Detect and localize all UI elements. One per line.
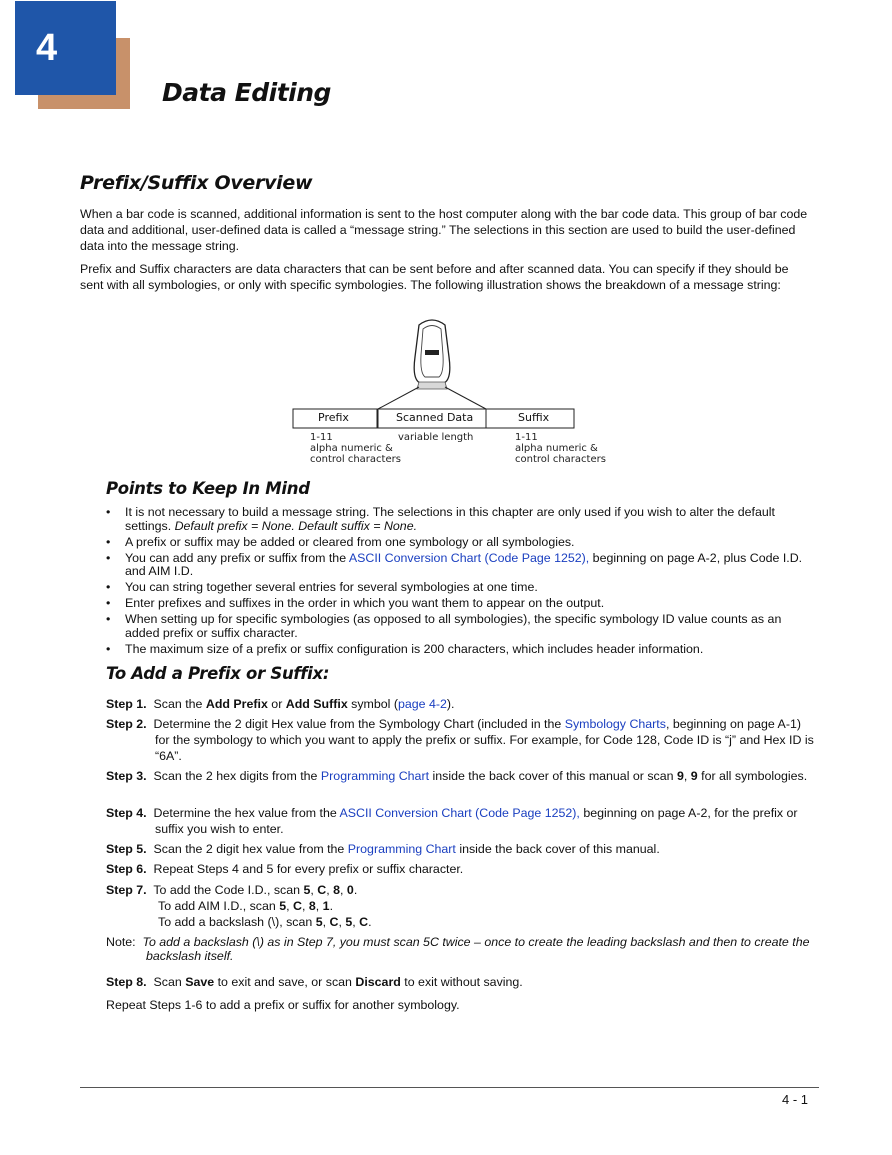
step-label: Step 8. xyxy=(106,975,147,989)
step-text: ). xyxy=(446,697,455,711)
step-text: To add a backslash (\), scan xyxy=(158,915,316,929)
separator: , xyxy=(315,899,323,913)
add-heading: To Add a Prefix or Suffix: xyxy=(106,664,330,683)
bullet-text: The maximum size of a prefix or suffix configuration is 200 characters, which includes header information. xyxy=(125,641,704,656)
suffix-description xyxy=(515,432,606,465)
suffix-label: Suffix xyxy=(518,411,550,424)
step-label: Step 2. xyxy=(106,717,147,731)
ascii-chart-link[interactable]: ASCII Conversion Chart (Code Page 1252), xyxy=(339,806,580,820)
step-label: Step 4. xyxy=(106,806,147,820)
step-8 xyxy=(106,974,816,990)
points-list xyxy=(106,506,816,659)
bullet-text: When setting up for specific symbologies (as opposed to all symbologies), the specific symbology ID value counts as an added prefix or suffix character. xyxy=(125,612,782,640)
intro-paragraph-2-text: Prefix and Suffix characters are data characters that can be sent before and after scanned data. You can specify if they should be sent with all symbologies, or only with specific symbologies. The following illustration shows the breakdown of a message string: xyxy=(80,262,789,292)
programming-chart-link[interactable]: Programming Chart xyxy=(347,842,456,856)
list-item xyxy=(106,597,816,611)
bullet-text: You can string together several entries for several symbologies at one time. xyxy=(125,580,538,594)
bullet-text: You can add any prefix or suffix from the xyxy=(125,550,349,565)
chapter-number-badge xyxy=(15,1,116,95)
prefix-description xyxy=(310,432,401,465)
step-text: Scan xyxy=(153,975,186,989)
step-text: or xyxy=(267,697,286,711)
step-text: Determine the hex value from the xyxy=(153,806,340,820)
digit-key: C xyxy=(359,915,369,929)
digit-key: 8 xyxy=(308,899,316,913)
step-7 xyxy=(106,882,816,930)
list-item xyxy=(106,613,816,640)
separator: , xyxy=(338,915,346,929)
programming-chart-link[interactable]: Programming Chart xyxy=(320,769,430,783)
note-text: To add a backslash (\) as in Step 7, you must scan 5C twice – once to create the leading backslash and then to create the backslash itself. xyxy=(142,935,810,963)
step-label: Step 6. xyxy=(106,862,147,876)
separator: , xyxy=(340,883,347,897)
step-5 xyxy=(106,841,816,857)
separator: . xyxy=(329,899,334,913)
step-text: to exit and save, or scan xyxy=(214,975,356,989)
ascii-chart-link[interactable]: ASCII Conversion Chart (Code Page 1252), xyxy=(348,550,590,565)
step-text: inside the back cover of this manual. xyxy=(455,842,660,856)
add-suffix-term: Add Suffix xyxy=(285,697,348,711)
separator: , xyxy=(326,883,334,897)
step-text: Scan the 2 digit hex value from the xyxy=(153,842,348,856)
suffix-range: 1-11 xyxy=(515,432,538,443)
handheld-scanner-icon xyxy=(414,320,450,389)
section-heading: Prefix/Suffix Overview xyxy=(80,172,313,194)
page-number: 4 - 1 xyxy=(781,1092,808,1107)
digit-key: C xyxy=(329,915,339,929)
note-label: Note: xyxy=(106,935,136,949)
digit-key: 5 xyxy=(303,883,311,897)
step-3 xyxy=(106,768,816,784)
digit-key: C xyxy=(293,899,302,913)
digit-key: 5 xyxy=(315,915,323,929)
digit-key: 8 xyxy=(333,883,341,897)
separator: , xyxy=(286,899,294,913)
step-label: Step 5. xyxy=(106,842,147,856)
step-text: beginning on page A-2, for the prefix or suffix you wish to enter. xyxy=(155,806,798,836)
digit-key: 5 xyxy=(345,915,353,929)
intro-paragraph-2 xyxy=(80,261,815,293)
step-2 xyxy=(106,716,816,764)
step-text: for all symbologies. xyxy=(697,769,808,783)
digit-key: 5 xyxy=(279,899,287,913)
discard-term: Discard xyxy=(355,975,401,989)
prefix-range: 1-11 xyxy=(310,432,333,443)
repeat-instruction: Repeat Steps 1-6 to add a prefix or suffix for another symbology. xyxy=(106,998,460,1012)
scanned-description: variable length xyxy=(398,432,474,443)
step-label: Step 7. xyxy=(106,883,147,897)
separator: , xyxy=(301,899,309,913)
list-item xyxy=(106,581,816,595)
intro-paragraph-1-text: When a bar code is scanned, additional information is sent to the host computer along with the bar code data. This group of bar code data and additional, user-defined data is called a “message string.” The selections in this section are used to build the user-defined data into the message string. xyxy=(80,207,808,253)
bullet-text: It is not necessary to build a message string. The selections in this chapter are only used if you wish to alter the default settings. xyxy=(125,505,775,533)
scanned-data-label: Scanned Data xyxy=(396,411,474,424)
step-text: To add the Code I.D., scan xyxy=(153,883,304,897)
separator: , xyxy=(352,915,360,929)
step-label: Step 3. xyxy=(106,769,147,783)
digit-key: 0 xyxy=(346,883,354,897)
step-6 xyxy=(106,861,816,877)
symbology-charts-link[interactable]: Symbology Charts xyxy=(564,717,666,731)
step-text: To add AIM I.D., scan xyxy=(158,899,280,913)
digit-key: 9 xyxy=(676,769,684,783)
separator: . xyxy=(368,915,372,929)
digit-key: 9 xyxy=(690,769,698,783)
list-item xyxy=(106,536,816,550)
step-text: inside the back cover of this manual or scan xyxy=(429,769,677,783)
list-item xyxy=(106,643,816,657)
page-4-2-link[interactable]: page 4-2 xyxy=(397,697,447,711)
suffix-desc-line1: alpha numeric & xyxy=(515,443,598,454)
bullet-text: Enter prefixes and suffixes in the order in which you want them to appear on the output. xyxy=(125,596,605,610)
separator: , xyxy=(310,883,318,897)
chapter-number: 4 xyxy=(36,27,58,69)
bullet-text: A prefix or suffix may be added or cleared from one symbology or all symbologies. xyxy=(125,534,575,549)
separator: , xyxy=(322,915,330,929)
bullet-text: beginning on page A-2, plus Code I.D. and AIM I.D. xyxy=(125,550,803,578)
step-4 xyxy=(106,805,816,837)
step-7-line-2 xyxy=(106,898,816,914)
step-1 xyxy=(106,696,816,712)
step-7-line-1 xyxy=(106,882,816,898)
digit-key: C xyxy=(317,883,327,897)
step-text: Determine the 2 digit Hex value from the Symbology Chart (included in the xyxy=(153,717,565,731)
step-text: symbol ( xyxy=(347,697,398,711)
prefix-desc-line1: alpha numeric & xyxy=(310,443,393,454)
list-item xyxy=(106,552,816,579)
step-text: Scan the xyxy=(153,697,206,711)
footer-divider xyxy=(80,1087,819,1088)
step-text: to exit without saving. xyxy=(400,975,523,989)
step-text: , xyxy=(683,769,691,783)
suffix-desc-line2: control characters xyxy=(515,454,606,465)
separator: . xyxy=(353,883,358,897)
prefix-desc-line2: control characters xyxy=(310,454,401,465)
digit-key: 1 xyxy=(322,899,330,913)
step-text: Repeat Steps 4 and 5 for every prefix or suffix character. xyxy=(153,862,464,876)
list-item xyxy=(106,506,816,533)
intro-paragraph-1 xyxy=(80,206,815,254)
bullet-default-note: Default prefix = None. Default suffix = None. xyxy=(174,518,418,533)
chapter-title: Data Editing xyxy=(162,78,331,107)
step-7-line-3 xyxy=(106,914,816,930)
step-label: Step 1. xyxy=(106,697,147,711)
prefix-label: Prefix xyxy=(318,411,349,424)
save-term: Save xyxy=(185,975,215,989)
step-text: , beginning on page A-1) for the symbology to which you want to apply the prefix or suffix. For example, for Code 128, Code ID is “j” and Hex ID is “6A”. xyxy=(155,717,814,763)
step-7-note xyxy=(106,935,816,963)
step-text: Scan the 2 hex digits from the xyxy=(153,769,321,783)
add-prefix-term: Add Prefix xyxy=(205,697,268,711)
points-heading: Points to Keep In Mind xyxy=(106,479,310,498)
